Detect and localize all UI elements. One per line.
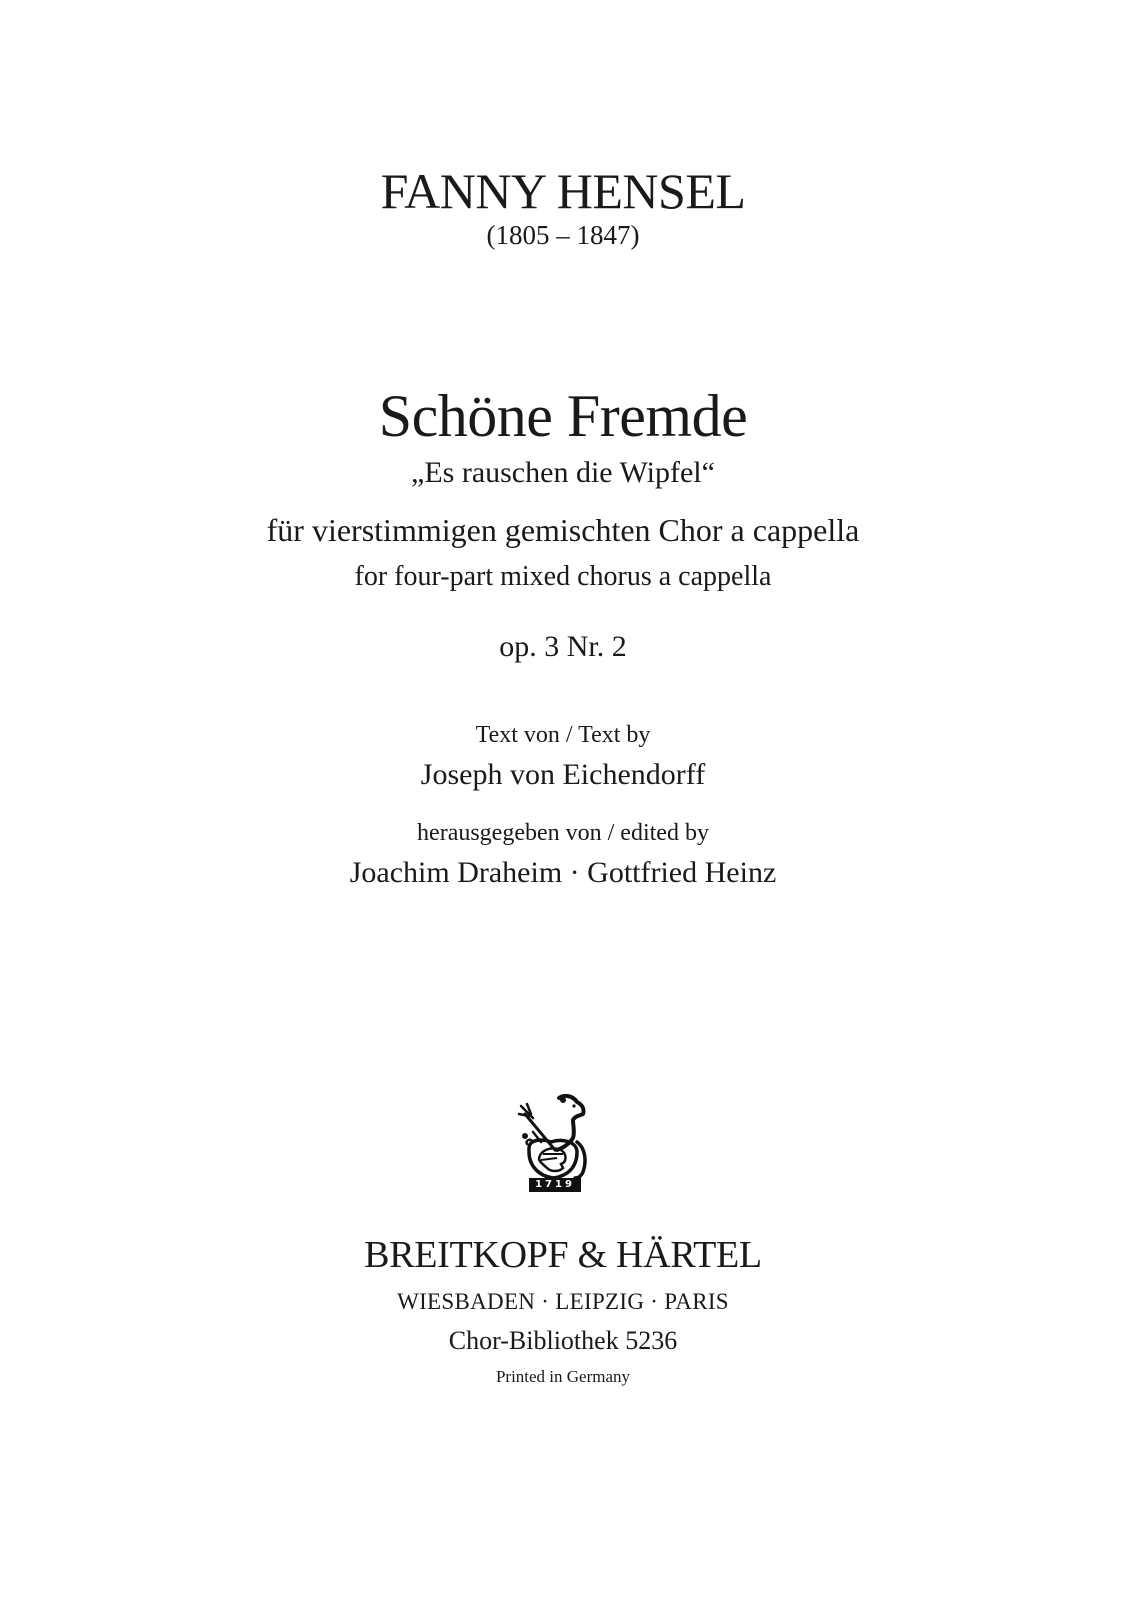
scoring-german: für vierstimmigen gemischten Chor a cappella xyxy=(266,512,860,548)
opus-number: op. 3 Nr. 2 xyxy=(499,630,627,663)
text-by-label: Text von / Text by xyxy=(475,722,651,748)
composer-dates: (1805 – 1847) xyxy=(486,220,640,250)
work-title: Schöne Fremde xyxy=(378,383,748,449)
composer-name: FANNY HENSEL xyxy=(380,163,746,219)
publisher-cities: WIESBADEN · LEIPZIG · PARIS xyxy=(397,1289,729,1314)
text-author: Joseph von Eichendorff xyxy=(420,758,706,791)
breitkopf-bear-logo-icon xyxy=(511,1092,599,1196)
publisher-name: BREITKOPF & HÄRTEL xyxy=(364,1234,762,1276)
logo-year: 1719 xyxy=(529,1178,581,1192)
scoring-english: for four-part mixed chorus a cappella xyxy=(354,561,772,592)
edited-by-label: herausgegeben von / edited by xyxy=(417,820,709,846)
printed-in: Printed in Germany xyxy=(495,1367,631,1386)
work-subtitle: „Es rauschen die Wipfel“ xyxy=(411,456,715,489)
catalog-number: Chor-Bibliothek 5236 xyxy=(448,1326,678,1355)
editors: Joachim Draheim · Gottfried Heinz xyxy=(349,856,777,889)
